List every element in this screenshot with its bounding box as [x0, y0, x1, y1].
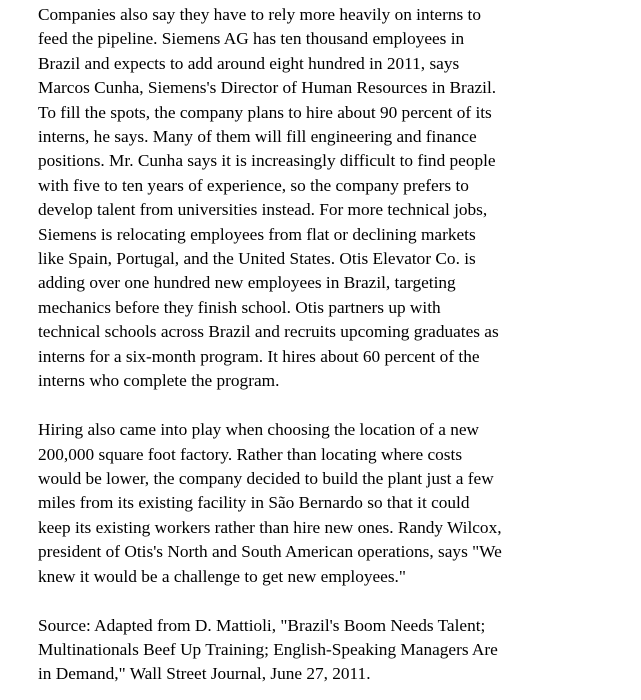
text-line: with five to ten years of experience, so the company prefers to [38, 175, 469, 195]
text-line: interns who complete the program. [38, 371, 280, 391]
text-line: To fill the spots, the company plans to hire about 90 percent of its [38, 102, 492, 122]
text-line: Hiring also came into play when choosing the location of a new [38, 420, 480, 440]
paragraph-interns [38, 3, 638, 394]
text-line: positions. Mr. Cunha says it is increasingly difficult to find people [38, 151, 496, 171]
text-line: develop talent from universities instead. For more technical jobs, [38, 200, 488, 220]
paragraph-spacer [38, 394, 638, 419]
text-line: knew it would be a challenge to get new employees." [38, 566, 406, 586]
text-line: miles from its existing facility in São Bernardo so that it could [38, 493, 470, 513]
text-line: keep its existing workers rather than hire new ones. Randy Wilcox, [38, 517, 502, 537]
text-line: mechanics before they finish school. Otis partners up with [38, 297, 441, 317]
paragraph-spacer [38, 589, 638, 614]
text-line: would be lower, the company decided to build the plant just a few [38, 468, 494, 488]
text-line: Marcos Cunha, Siemens's Director of Human Resources in Brazil. [38, 78, 497, 98]
text-line: Source: Adapted from D. Mattioli, "Brazil's Boom Needs Talent; [38, 615, 486, 635]
text-line: president of Otis's North and South American operations, says "We [38, 542, 502, 562]
text-line: adding over one hundred new employees in Brazil, targeting [38, 273, 456, 293]
text-line: Multinationals Beef Up Training; English-Speaking Managers Are [38, 639, 498, 659]
text-line: 200,000 square foot factory. Rather than locating where costs [38, 444, 463, 464]
text-line: Companies also say they have to rely more heavily on interns to [38, 5, 481, 24]
article-text [38, 3, 638, 687]
text-line: Brazil and expects to add around eight hundred in 2011, says [38, 53, 460, 73]
text-line: interns for a six-month program. It hires about 60 percent of the [38, 346, 480, 366]
text-line: feed the pipeline. Siemens AG has ten thousand employees in [38, 29, 465, 49]
paragraph-factory-location [38, 418, 638, 589]
source-citation [38, 614, 638, 687]
text-line: technical schools across Brazil and recruits upcoming graduates as [38, 322, 499, 342]
text-line: interns, he says. Many of them will fill engineering and finance [38, 127, 477, 147]
text-line: like Spain, Portugal, and the United States. Otis Elevator Co. is [38, 249, 476, 269]
text-line: Siemens is relocating employees from flat or declining markets [38, 224, 476, 244]
text-line: in Demand," Wall Street Journal, June 27, 2011. [38, 664, 371, 684]
